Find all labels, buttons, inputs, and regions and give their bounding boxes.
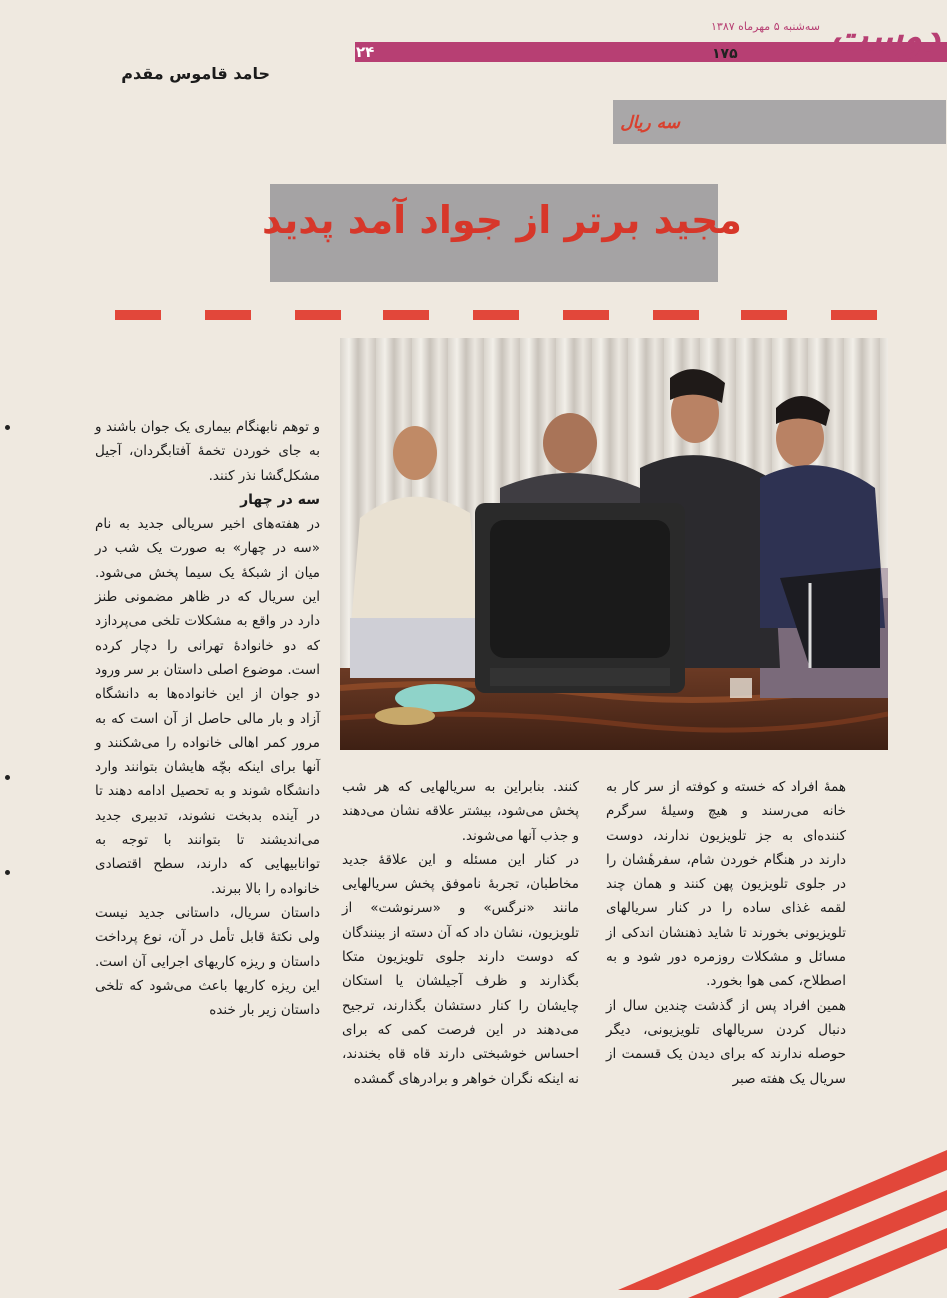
paragraph: در هفته‌های اخیر سریالی جدید به نام «سه در چهار» به صورت یک شب در میان از شبکهٔ یک سیما پخش می‌شود. این سریال که در ظاهر مضمونی طنز دارد در واقع به مشکلات تلخی می‌پردازد که دو خانوادهٔ تهرانی را دچار کرده است. موضوع اصلی داستان بر سر ورود دو جوان از این خانواده‌ها به دانشگاه آزاد و بار مالی حاصل از آن است که به مرور کمر اهالی خانواده را می‌شکنند و آنها برای اینکه بچّه هایشان بتوانند وارد دانشگاه شوند و به تحصیل ادامه دهند تا در آینده بدبخت نشوند، تدبیری جدید می‌اندیشند تا بتوانند با توجه به توانابیهایی که دارند، سطح اقتصادی خانواده را بالا ببرند. <box>95 516 320 897</box>
dash <box>383 310 429 320</box>
dash-divider <box>115 310 895 322</box>
dash <box>205 310 251 320</box>
dash <box>473 310 519 320</box>
dash <box>831 310 877 320</box>
corner-stripes <box>618 1140 947 1298</box>
text-column-left <box>95 415 320 1022</box>
paragraph: داستان سریال، داستانی جدید نیست ولی نکتهٔ قابل تأمل در آن، نوع پرداخت داستان و ریزه کاریهای اجرایی آن است. این ریزه کاریها باعث می‌شود که تلخی داستان زیر بار خنده <box>95 904 320 1019</box>
paragraph: همین افراد پس از گذشت چندین سال از دنبال کردن سریالهای تلویزیونی، دیگر حوصله ندارند که برای دیدن یک قسمت از سریال یک هفته صبر <box>606 997 846 1087</box>
article-photo <box>340 338 888 750</box>
paragraph: کنند. بنابراین به سریالهایی که هر شب پخش می‌شود، بیشتر علاقه نشان می‌دهند و جذب آنها می‌شوند. <box>342 779 579 844</box>
margin-dot <box>5 775 10 780</box>
issue-number: ۱۷۵ <box>712 46 738 62</box>
section-label: سه ریال <box>620 113 680 133</box>
dash <box>295 310 341 320</box>
dash <box>653 310 699 320</box>
dash <box>741 310 787 320</box>
paragraph: و توهم نابهنگام بیماری یک جوان باشند و به جای خوردن تخمهٔ آفتابگردان، آجیل مشکل‌گشا نذر کنند. <box>95 419 320 484</box>
dash <box>563 310 609 320</box>
magazine-logo: دوست <box>830 13 940 60</box>
author-name: حامد قاموس مقدم <box>121 64 270 83</box>
page-number: ۲۴ <box>356 43 375 61</box>
text-column-right <box>606 775 846 1091</box>
subheading: سه در چهار <box>240 491 320 508</box>
headline: مجید برتر از جواد آمد پدید <box>262 198 742 242</box>
margin-dot <box>5 870 10 875</box>
issue-date: سه‌شنبه ۵ مهرماه ۱۳۸۷ <box>711 20 820 33</box>
paragraph: همهٔ افراد که خسته و کوفته از سر کار به خانه می‌رسند و هیچ وسیلهٔ سرگرم کننده‌ای به جز تلویزیون ندارند، دوست دارند در هنگام خوردن شام، سفرهٔشان را در جلوی تلویزیون پهن کنند و همان چند لقمه غذای ساده را در کنار سریالهای تلویزیونی بخورند تا شاید ذهنشان اندکی از مسائل و مشکلات روزمره دور شود و به اصطلاح، کمی هوا بخورد. <box>606 779 846 990</box>
paragraph: در کنار این مسئله و این علاقهٔ جدید مخاطبان، تجربهٔ ناموفق پخش سریالهایی مانند «نرگس» و «سرنوشت» از تلویزیون، نشان داد که آن دسته از بینندگان که دوست دارند جلوی تلویزیون متکا بگذارند و ظرف آجیلشان یا استکان چایشان را کنار دستشان بگذارند، ترجیح می‌دهند در این فرصت کمی که برای احساس خوشبختی دارند قاه قاه بخندند، نه اینکه نگران خواهر و برادرهای گمشده <box>342 851 579 1087</box>
dash <box>115 310 161 320</box>
margin-dot <box>5 425 10 430</box>
text-column-middle <box>342 775 579 1091</box>
